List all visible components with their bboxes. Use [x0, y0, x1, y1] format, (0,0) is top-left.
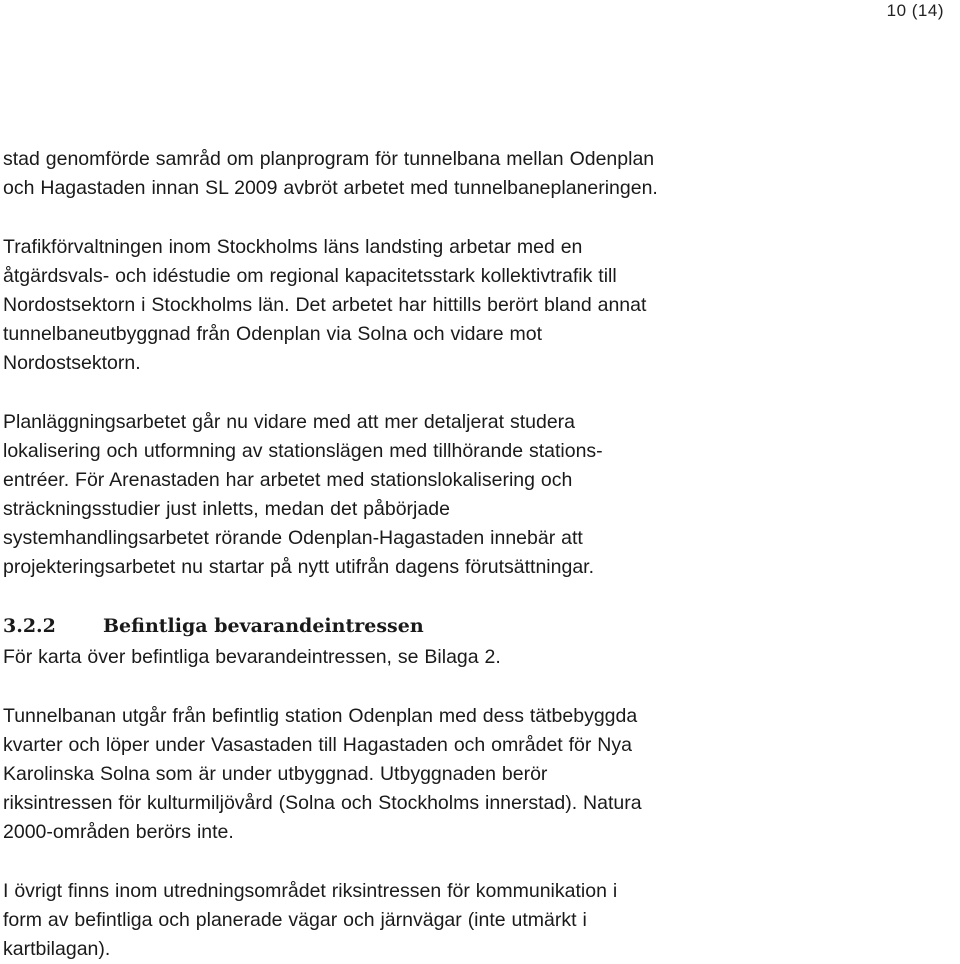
document-body: [3, 145, 948, 964]
paragraph: [3, 233, 948, 378]
section-number: 3.2.2: [3, 615, 56, 637]
section-heading: [3, 612, 948, 640]
text-line: åtgärdsvals- och idéstudie om regional kapacitetsstark kollektivtrafik till: [3, 265, 617, 287]
text-line: Trafikförvaltningen inom Stockholms läns landsting arbetar med en: [3, 236, 583, 258]
text-line: form av befintliga och planerade vägar och järnvägar (inte utmärkt i: [3, 909, 587, 931]
text-line: kvarter och löper under Vasastaden till Hagastaden och området för Nya: [3, 734, 632, 756]
text-line: lokalisering och utformning av stationslägen med tillhörande stations-: [3, 440, 603, 462]
paragraph: [3, 877, 948, 964]
text-line: 2000-områden berörs inte.: [3, 821, 234, 843]
text-line: Nordostsektorn i Stockholms län. Det arbetet har hittills berört bland annat: [3, 294, 647, 316]
text-line: sträckningsstudier just inletts, medan det påbörjade: [3, 498, 450, 520]
text-line: Nordostsektorn.: [3, 352, 141, 374]
text-line: För karta över befintliga bevarandeintressen, se Bilaga 2.: [3, 646, 501, 668]
text-line: och Hagastaden innan SL 2009 avbröt arbetet med tunnelbaneplaneringen.: [3, 177, 658, 199]
text-line: stad genomförde samråd om planprogram för tunnelbana mellan Odenplan: [3, 148, 655, 170]
text-line: riksintressen för kulturmiljövård (Solna och Stockholms innerstad). Natura: [3, 792, 642, 814]
text-line: I övrigt finns inom utredningsområdet riksintressen för kommunikation i: [3, 880, 618, 902]
text-line: systemhandlingsarbetet rörande Odenplan-Hagastaden innebär att: [3, 527, 583, 549]
text-line: Planläggningsarbetet går nu vidare med att mer detaljerat studera: [3, 411, 576, 433]
paragraph: [3, 145, 948, 203]
text-line: kartbilagan).: [3, 938, 111, 960]
text-line: Karolinska Solna som är under utbyggnad. Utbyggnaden berör: [3, 763, 548, 785]
text-line: Tunnelbanan utgår från befintlig station Odenplan med dess tätbebyggda: [3, 705, 638, 727]
section-title: Befintliga bevarandeintressen: [103, 615, 424, 637]
paragraph: [3, 408, 948, 582]
text-line: tunnelbaneutbyggnad från Odenplan via Solna och vidare mot: [3, 323, 543, 345]
text-line: entréer. För Arenastaden har arbetet med stationslokalisering och: [3, 469, 573, 491]
page-number: 10 (14): [886, 1, 944, 20]
section-intro: [3, 643, 948, 672]
paragraph: [3, 702, 948, 847]
text-line: projekteringsarbetet nu startar på nytt utifrån dagens förutsättningar.: [3, 556, 595, 578]
